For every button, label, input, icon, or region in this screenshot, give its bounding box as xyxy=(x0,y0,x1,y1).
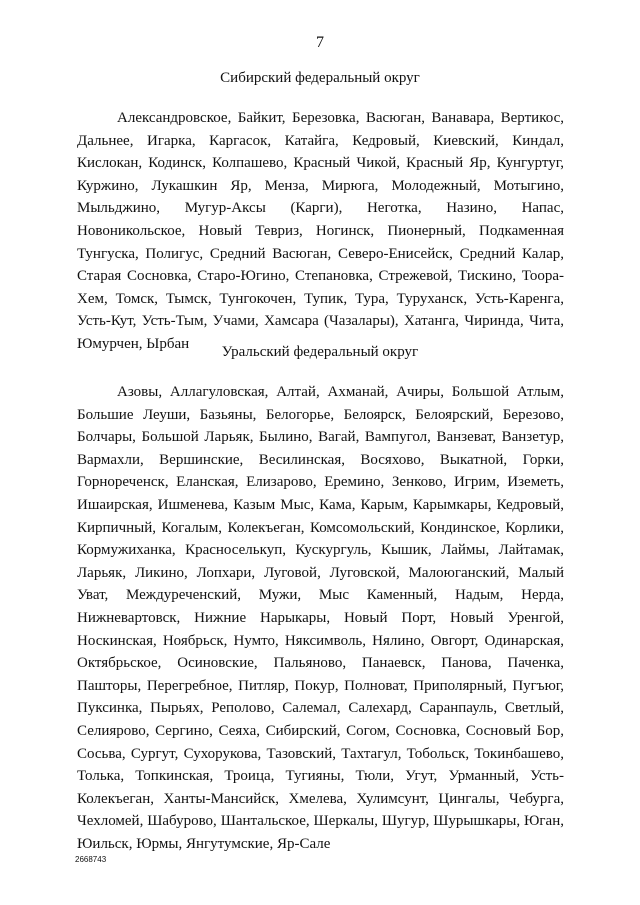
page-number: 7 xyxy=(316,34,324,51)
section-heading-ural: Уральский федеральный округ xyxy=(221,344,419,360)
document-code: 2668743 xyxy=(75,855,107,864)
section-heading-siberian: Сибирский федеральный округ xyxy=(220,70,420,86)
section-body-ural: Азовы, Аллагуловская, Алтай, Ахманай, Ачиры, Большой Атлым, Большие Леуши, Базьяны, Белогорье, Белоярск, Белоярский, Березово, Болчары, Большой Ларьяк, Былино, Вагай, Вампугол, Ванзеват, Ванзетур, Вармахли, Вершинские, Весилинская, Восяхово, Выкатной, Горки, Горнореченск, Еланская, Елизарово, Еремино, Зенково, Игрим, Иземеть, Ишаирская, Ишменева, Казым Мыс, Кама, Карым, Карымкары, Кедровый, Кирпичный, Когалым, Колекъеган, Комсомольский, Кондинское, Корлики, Кормужиханка, Красноселькуп, Кускургуль, Кышик, Лаймы, Лайтамак, Ларьяк, Ликино, Лопхари, Луговой, Луговской, Малоюганский, Малый Уват, Междуреченский, Мужи, Мыс Каменный, Надым, Нерда, Нижневартовск, Нижние Нарыкары, Новый Порт, Новый Уренгой, Носкинская, Ноябрьск, Нумто, Няксимволь, Нялино, Овгорт, Одинарская, Октябрьское, Осиновские, Пальяново, Панаевск, Панова, Паченка, Пашторы, Перегребное, Питляр, Покур, Полноват, Приполярный, Пугъюг, Пуксинка, Пырьях, Реполово, Салемал, Салехард, Саранпауль, Светлый, Селиярово, Сергино, Сеяха, Сибирский, Согом, Сосновка, Сосновый Бор, Сосьва, Сургут, Сухорукова, Тазовский, Тахтагул, Тобольск, Токинбашево, Толька, Топкинская, Троица, Тугияны, Тюли, Угут, Урманный, Усть-Колекъеган, Ханты-Мансийск, Хмелева, Хулимсунт, Цингалы, Чебурга, Чехломей, Шабурово, Шантальское, Шеркалы, Шугур, Шурышкары, Юган, Юильск, Юрмы, Янгутумские, Яр-Сале xyxy=(77,384,564,852)
section-body-siberian: Александровское, Байкит, Березовка, Васюган, Ванавара, Вертикос, Дальнее, Игарка, Каргасок, Катайга, Кедровый, Киевский, Киндал, Кислокан, Кодинск, Колпашево, Красный Чикой, Красный Яр, Кунгуртуг, Куржино, Лукашкин Яр, Менза, Мирюга, Молодежный, Мотыгино, Мыльджино, Мугур-Аксы (Карги), Неготка, Назино, Напас, Новоникольское, Новый Тевриз, Ногинск, Пионерный, Подкаменная Тунгуска, Полигус, Средний Васюган, Северо-Енисейск, Средний Калар, Старая Сосновка, Старо-Югино, Степановка, Стрежевой, Тискино, Тоора-Хем, Томск, Тымск, Тунгокочен, Тупик, Тура, Туруханск, Усть-Каренга, Усть-Кут, Усть-Тым, Учами, Хамсара (Чазалары), Хатанга, Чиринда, Чита, Юмурчен, Ырбан xyxy=(77,110,564,352)
